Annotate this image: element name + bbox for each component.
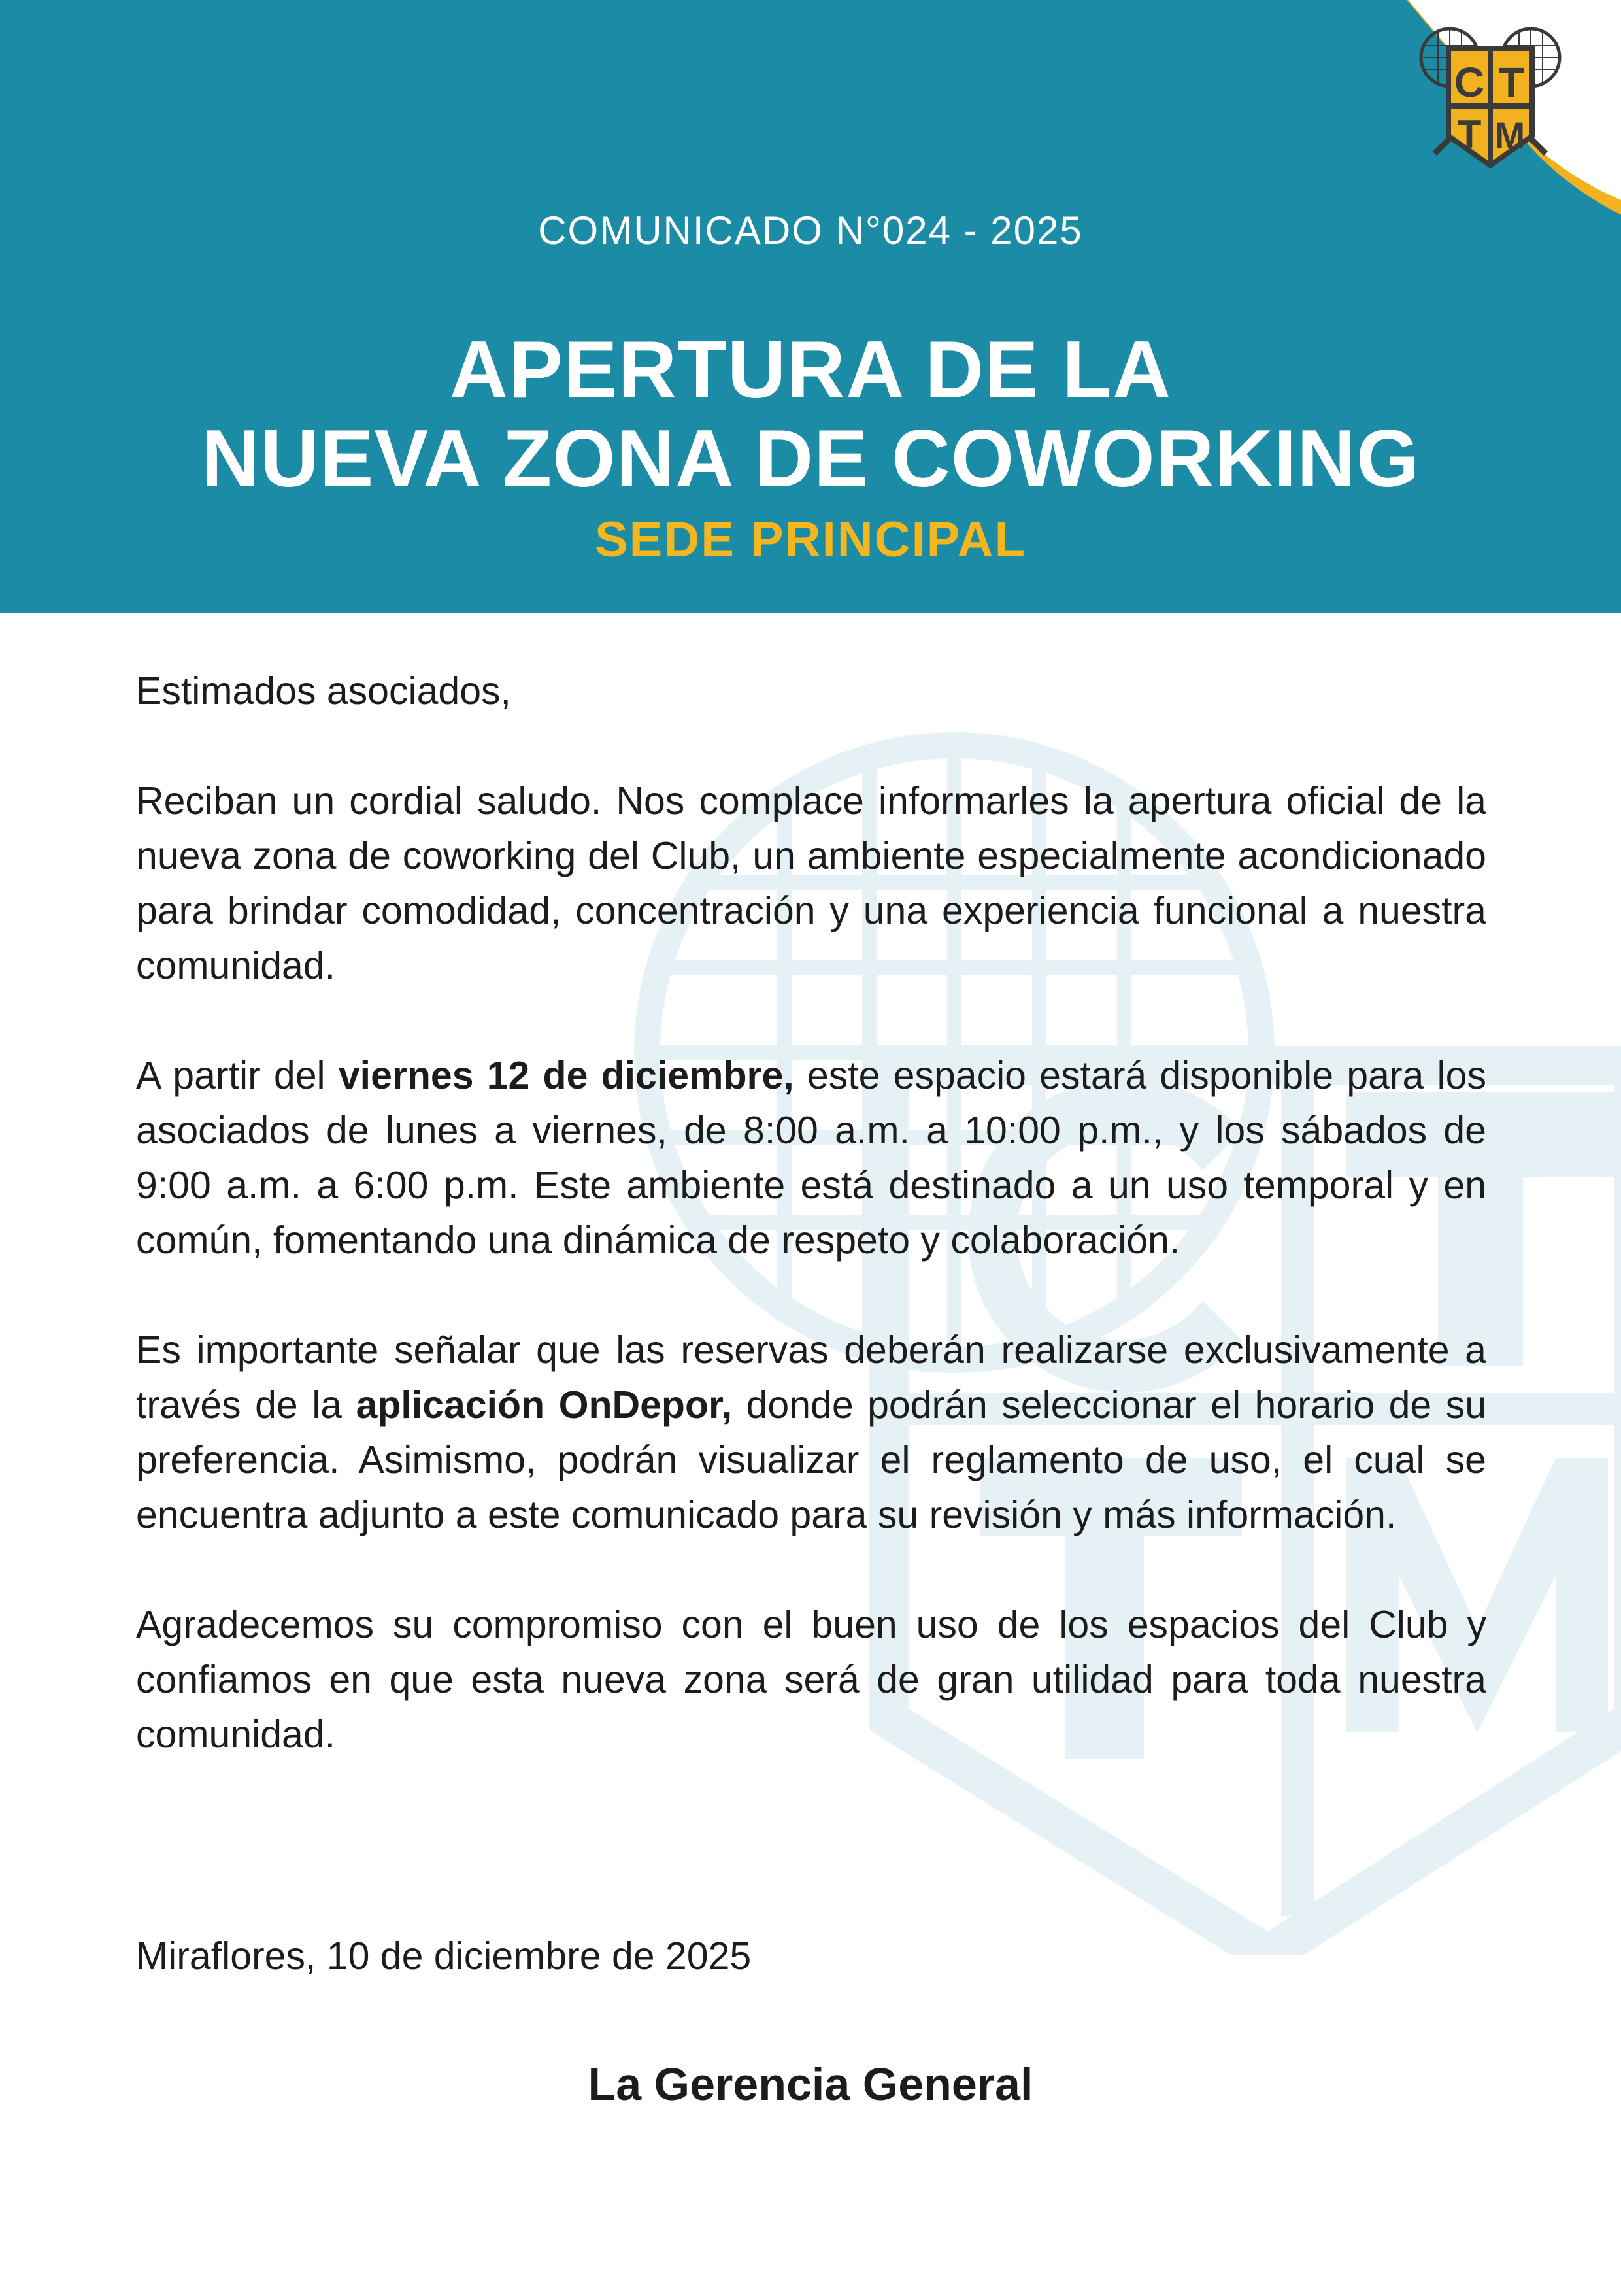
logo-letter: M xyxy=(1494,114,1526,156)
racket-crest-icon xyxy=(1412,20,1569,177)
paragraph-text: Es importante señalar que las reservas deberán realizarse exclusivamente a través de la xyxy=(136,1328,1486,1427)
page-subtitle: SEDE PRINCIPAL xyxy=(594,512,1026,567)
logo-letter: T xyxy=(1457,112,1482,156)
paragraph-schedule xyxy=(136,1048,1486,1268)
date-line: Miraflores, 10 de diciembre de 2025 xyxy=(136,1934,752,1978)
paragraph-text: donde podrán seleccionar el horario de su preferencia. Asimismo, podrán visualizar el reglamento de uso, el cual se encuentra adjunto a este comunicado para su revisión y más información. xyxy=(136,1383,1487,1536)
paragraph-closing: Agradecemos su compromiso con el buen uso de los espacios del Club y confiamos en que esta nueva zona será de gran utilidad para toda nuestra comunidad. xyxy=(136,1603,1486,1756)
greeting: Estimados asociados, xyxy=(136,669,511,713)
paragraph-intro: Reciban un cordial saludo. Nos complace informarles la apertura oficial de la nueva zona de coworking del Club, un ambiente especialmente acondicionado para brindar comodidad, concentración y una experiencia funcional a nuestra comunidad. xyxy=(136,779,1486,987)
title-line-1: APERTURA DE LA xyxy=(449,325,1172,415)
header-banner xyxy=(0,0,1621,613)
page-title xyxy=(0,326,1621,503)
signature: La Gerencia General xyxy=(588,2059,1033,2110)
paragraph-text: este espacio estará disponible para los asociados de lunes a viernes, de 8:00 a.m. a 10:00 p.m., y los sábados de 9:00 a.m. a 6:00 p.m. Este ambiente está destinado a un uso temporal y en común, fomentando una dinámica de respeto y colaboración. xyxy=(136,1054,1486,1262)
letter-body xyxy=(136,664,1486,1762)
title-line-2: NUEVA ZONA DE COWORKING xyxy=(201,414,1420,504)
app-name: aplicación OnDepor, xyxy=(356,1383,733,1427)
paragraph-reservations xyxy=(136,1323,1486,1542)
logo-letter: C xyxy=(1454,59,1485,106)
comunicado-number: COMUNICADO N°024 - 2025 xyxy=(538,209,1083,252)
paragraph-text: A partir del xyxy=(136,1054,339,1097)
opening-date: viernes 12 de diciembre, xyxy=(338,1054,794,1097)
logo-letter: T xyxy=(1498,59,1524,106)
